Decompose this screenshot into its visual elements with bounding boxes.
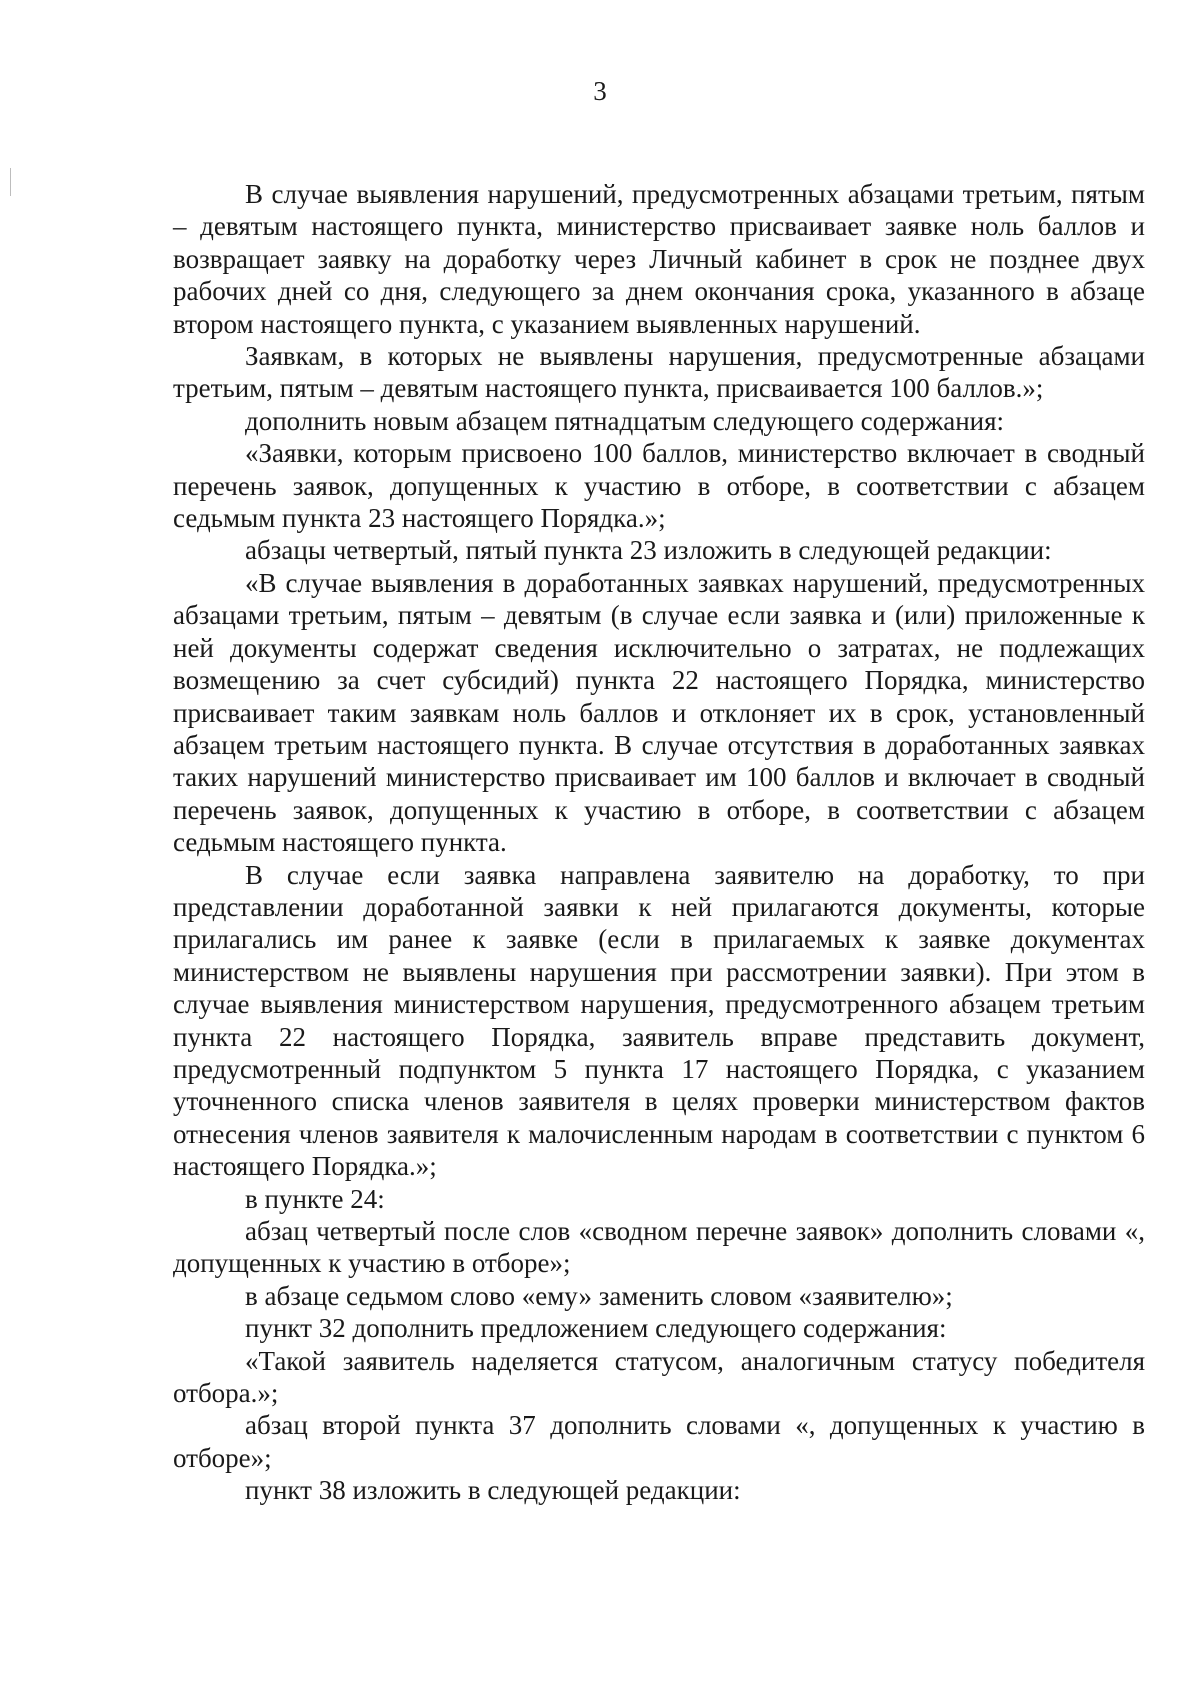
- paragraph: Заявкам, в которых не выявлены нарушения, предусмотренные абзацами третьим, пятым – девятым настоящего пункта, присваивается 100 баллов.»;: [173, 341, 1145, 404]
- paragraph: В случае выявления нарушений, предусмотренных абзацами третьим, пятым – девятым настоящего пункта, министерство присваивает заявке ноль баллов и возвращает заявку на доработку через Личный кабинет в срок не позднее двух рабочих дней со дня, следующего за днем окончания срока, указанного в абзаце втором настоящего пункта, с указанием выявленных нарушений.: [173, 179, 1145, 339]
- paragraph: «Заявки, которым присвоено 100 баллов, министерство включает в сводный перечень заявок, допущенных к участию в отборе, в соответствии с абзацем седьмым пункта 23 настоящего Порядка.»;: [173, 438, 1145, 534]
- paragraph: в абзаце седьмом слово «ему» заменить словом «заявителю»;: [245, 1280, 953, 1311]
- paragraph: в пункте 24:: [245, 1183, 385, 1214]
- paragraph: «В случае выявления в доработанных заявках нарушений, предусмотренных абзацами третьим, пятым – девятым (в случае если заявка и (или) приложенные к ней документы содержат сведения исключительно о затратах, не подлежащих возмещению за счет субсидий) пункта 22 настоящего Порядка, министерство присваивает таким заявкам ноль баллов и отклоняет их в срок, установленный абзацем третьим настоящего пункта. В случае отсутствия в доработанных заявках таких нарушений министерство присваивает им 100 баллов и включает в сводный перечень заявок, допущенных к участию в отборе, в соответствии с абзацем седьмым настоящего пункта.: [173, 567, 1145, 858]
- document-body: [173, 178, 1145, 1507]
- paragraph: абзац второй пункта 37 дополнить словами «, допущенных к участию в отборе»;: [173, 1410, 1145, 1473]
- paragraph: В случае если заявка направлена заявителю на доработку, то при представлении доработанной заявки к ней прилагаются документы, которые прилагались им ранее к заявке (если в прилагаемых к заявке документах министерством не выявлены нарушения при рассмотрении заявки). При этом в случае выявления министерством нарушения, предусмотренного абзацем третьим пункта 22 настоящего Порядка, заявитель вправе представить документ, предусмотренный подпунктом 5 пункта 17 настоящего Порядка, с указанием уточненного списка членов заявителя в целях проверки министерством фактов отнесения членов заявителя к малочисленным народам в соответствии с пунктом 6 настоящего Порядка.»;: [173, 859, 1145, 1182]
- paragraph: «Такой заявитель наделяется статусом, аналогичным статусу победителя отбора.»;: [173, 1345, 1145, 1409]
- paragraph: абзац четвертый после слов «сводном перечне заявок» дополнить словами «, допущенных к участию в отборе»;: [173, 1216, 1145, 1279]
- scan-margin-mark: [10, 168, 11, 196]
- paragraph: пункт 38 изложить в следующей редакции:: [245, 1475, 741, 1506]
- paragraph: абзацы четвертый, пятый пункта 23 изложить в следующей редакции:: [245, 535, 1052, 566]
- page-number: 3: [593, 76, 607, 106]
- paragraph: дополнить новым абзацем пятнадцатым следующего содержания:: [245, 405, 1005, 436]
- paragraph: пункт 32 дополнить предложением следующего содержания:: [245, 1313, 947, 1344]
